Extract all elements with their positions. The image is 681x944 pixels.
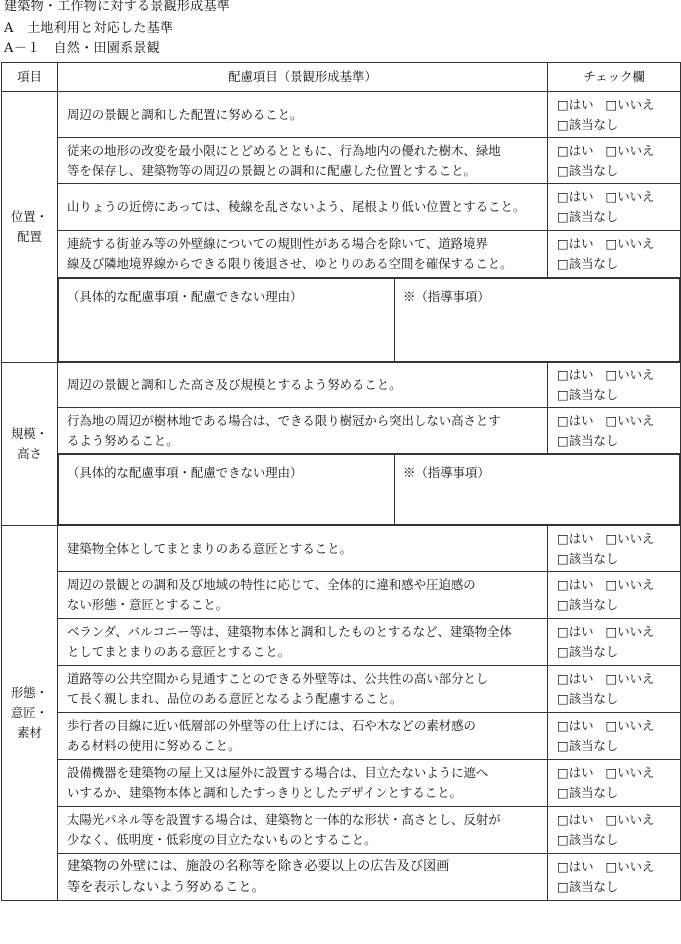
- criteria-item: [58, 619, 548, 666]
- guidance-memo-field[interactable]: [395, 455, 680, 525]
- not-applicable-checkbox[interactable]: □該当なし: [557, 256, 619, 271]
- yes-checkbox[interactable]: □はい: [557, 530, 594, 546]
- section-heading: A 土地利用と対応した基準: [4, 21, 174, 36]
- criteria-text: いするか、建築物本体と調和したすっきりとしたデザインとすること。: [67, 785, 462, 800]
- not-applicable-checkbox[interactable]: □該当なし: [557, 644, 619, 659]
- criteria-text: 等を表示しないよう努めること。: [67, 880, 265, 895]
- criteria-text: 等を保存し、建築物等の周辺の景観との調和に配慮した位置とすること。: [67, 162, 476, 178]
- table-row: [2, 760, 681, 807]
- check-cell: [548, 138, 681, 184]
- criteria-item: [58, 807, 548, 854]
- criteria-item: [58, 184, 548, 231]
- not-applicable-checkbox[interactable]: □該当なし: [557, 785, 619, 800]
- header-check: チェック欄: [548, 63, 681, 92]
- guidance-memo-field[interactable]: [395, 279, 680, 362]
- criteria-text: としてまとまりのある意匠とすること。: [67, 644, 291, 659]
- landscape-criteria-table: [1, 62, 681, 901]
- guidance-memo-label: ※（指導事項）: [403, 465, 490, 480]
- yes-checkbox[interactable]: □はい: [557, 859, 594, 874]
- check-cell: [548, 666, 681, 713]
- category-cell: [2, 526, 58, 901]
- no-checkbox[interactable]: □いいえ: [605, 859, 655, 874]
- yes-checkbox[interactable]: □はい: [557, 142, 594, 158]
- check-cell: [548, 408, 681, 454]
- no-checkbox[interactable]: □いいえ: [605, 367, 655, 382]
- not-applicable-checkbox[interactable]: □該当なし: [557, 597, 619, 612]
- category-label: 高さ: [17, 446, 42, 461]
- document-title: 建築物・工作物に対する景観形成基準: [4, 0, 231, 14]
- table-row: [2, 526, 681, 572]
- yes-checkbox[interactable]: □はい: [557, 367, 594, 382]
- category-label: 形態・: [10, 685, 49, 700]
- header-category: 項目: [2, 63, 58, 92]
- category-label: 規模・: [10, 426, 49, 441]
- memo-row: [2, 278, 681, 363]
- no-checkbox[interactable]: □いいえ: [605, 189, 655, 204]
- table-row: [2, 619, 681, 666]
- table-row: [2, 138, 681, 184]
- criteria-text: 設備機器を建築物の屋上又は屋外に設置する場合は、目立たないように遮へ: [67, 765, 489, 780]
- no-checkbox[interactable]: □いいえ: [605, 530, 655, 546]
- no-checkbox[interactable]: □いいえ: [605, 142, 655, 158]
- criteria-text: 太陽光パネル等を設置する場合は、建築物と一体的な形状・高さとし、反射が: [67, 812, 501, 827]
- yes-checkbox[interactable]: □はい: [557, 96, 594, 112]
- criteria-item: [58, 526, 548, 572]
- category-cell: [2, 363, 58, 526]
- table-row: [2, 666, 681, 713]
- criteria-text: て長く親しまれ、品位のある意匠となるよう配慮すること。: [67, 691, 403, 706]
- criteria-text: ある材料の使用に努めること。: [67, 738, 241, 753]
- criteria-text: 歩行者の目線に近い低層部の外壁等の仕上げには、石や木などの素材感の: [67, 718, 476, 733]
- criteria-text: 周辺の景観との調和及び地域の特性に応じて、全体的に違和感や圧迫感の: [67, 577, 476, 592]
- header-item: 配慮項目（景観形成基準）: [58, 63, 548, 92]
- reason-memo-label: （具体的な配慮事項・配慮できない理由）: [67, 465, 303, 480]
- yes-checkbox[interactable]: □はい: [557, 671, 594, 686]
- criteria-item: [58, 363, 548, 408]
- check-cell: [548, 184, 681, 231]
- no-checkbox[interactable]: □いいえ: [605, 765, 655, 780]
- table-row: [2, 572, 681, 619]
- yes-checkbox[interactable]: □はい: [557, 718, 594, 733]
- criteria-item: [58, 138, 548, 184]
- category-label: 位置・: [10, 209, 49, 224]
- yes-checkbox[interactable]: □はい: [557, 765, 594, 780]
- check-cell: [548, 760, 681, 807]
- check-cell: [548, 713, 681, 760]
- yes-checkbox[interactable]: □はい: [557, 189, 594, 204]
- table-row: [2, 713, 681, 760]
- criteria-text: 従来の地形の改変を最小限にとどめるとともに、行為地内の優れた樹木、緑地: [67, 142, 501, 158]
- check-cell: [548, 526, 681, 572]
- reason-memo-field[interactable]: [59, 455, 395, 525]
- guidance-memo-label: ※（指導事項）: [403, 289, 490, 304]
- yes-checkbox[interactable]: □はい: [557, 812, 594, 827]
- check-cell: [548, 231, 681, 278]
- criteria-item: [58, 572, 548, 619]
- header-row: [2, 63, 681, 92]
- criteria-item: [58, 760, 548, 807]
- criteria-text: 連続する街並み等の外壁線についての規則性がある場合を除いて、道路境界: [67, 236, 488, 251]
- check-cell: [548, 619, 681, 666]
- reason-memo-field[interactable]: [59, 279, 395, 362]
- criteria-item: [58, 854, 548, 901]
- no-checkbox[interactable]: □いいえ: [605, 812, 655, 827]
- criteria-item: [58, 713, 548, 760]
- criteria-text: 山りょうの近傍にあっては、稜線を乱さないよう、尾根より低い位置とすること。: [67, 199, 526, 214]
- reason-memo-label: （具体的な配慮事項・配慮できない理由）: [67, 289, 303, 304]
- criteria-text: 少なく、低明度・低彩度の目立たないものとすること。: [67, 832, 377, 847]
- not-applicable-checkbox[interactable]: □該当なし: [557, 432, 619, 448]
- no-checkbox[interactable]: □いいえ: [605, 624, 655, 639]
- check-cell: [548, 572, 681, 619]
- criteria-text: ない形態・意匠とすること。: [67, 597, 229, 612]
- criteria-text: 建築物全体としてまとまりのある意匠とすること。: [67, 540, 352, 556]
- category-label: 配置: [17, 229, 42, 244]
- criteria-item: [58, 408, 548, 454]
- subsection-heading: A－１ 自然・田園系景観: [4, 41, 160, 56]
- no-checkbox[interactable]: □いいえ: [605, 412, 655, 428]
- criteria-text: 周辺の景観と調和した高さ及び規模とするよう努めること。: [67, 377, 402, 392]
- table-row: [2, 184, 681, 231]
- table-row: [2, 408, 681, 454]
- criteria-text: るよう努めること。: [67, 432, 179, 448]
- not-applicable-checkbox[interactable]: □該当なし: [557, 116, 619, 132]
- no-checkbox[interactable]: □いいえ: [605, 577, 655, 592]
- category-cell: [2, 92, 58, 363]
- no-checkbox[interactable]: □いいえ: [605, 96, 655, 112]
- not-applicable-checkbox[interactable]: □該当なし: [557, 738, 619, 753]
- check-cell: [548, 854, 681, 901]
- yes-checkbox[interactable]: □はい: [557, 624, 594, 639]
- criteria-item: [58, 231, 548, 278]
- criteria-text: 建築物の外壁には、施設の名称等を除き必要以上の広告及び図画: [67, 859, 450, 874]
- criteria-text: 周辺の景観と調和した配置に努めること。: [67, 106, 303, 122]
- criteria-item: [58, 92, 548, 138]
- memo-area: [58, 278, 681, 363]
- check-cell: [548, 363, 681, 408]
- memo-row: [2, 454, 681, 526]
- not-applicable-checkbox[interactable]: □該当なし: [557, 387, 619, 402]
- not-applicable-checkbox[interactable]: □該当なし: [557, 879, 619, 894]
- not-applicable-checkbox[interactable]: □該当なし: [557, 832, 619, 847]
- category-label: 意匠・: [10, 705, 49, 720]
- criteria-text: ベランダ、バルコニー等は、建築物本体と調和したものとするなど、建築物全体: [67, 624, 512, 639]
- not-applicable-checkbox[interactable]: □該当なし: [557, 550, 619, 566]
- yes-checkbox[interactable]: □はい: [557, 412, 594, 428]
- not-applicable-checkbox[interactable]: □該当なし: [557, 162, 619, 178]
- not-applicable-checkbox[interactable]: □該当なし: [557, 209, 619, 224]
- table-row: [2, 807, 681, 854]
- yes-checkbox[interactable]: □はい: [557, 236, 594, 251]
- category-label: 素材: [17, 725, 42, 740]
- no-checkbox[interactable]: □いいえ: [605, 671, 655, 686]
- not-applicable-checkbox[interactable]: □該当なし: [557, 691, 619, 706]
- table-row: [2, 92, 681, 138]
- check-cell: [548, 92, 681, 138]
- table-row: [2, 854, 681, 901]
- no-checkbox[interactable]: □いいえ: [605, 236, 655, 251]
- table-row: [2, 231, 681, 278]
- yes-checkbox[interactable]: □はい: [557, 577, 594, 592]
- check-cell: [548, 807, 681, 854]
- memo-area: [58, 454, 681, 526]
- criteria-text: 行為地の周辺が樹林地である場合は、できる限り樹冠から突出しない高さとす: [67, 412, 501, 428]
- criteria-item: [58, 666, 548, 713]
- criteria-text: 線及び隣地境界線からできる限り後退させ、ゆとりのある空間を確保すること。: [67, 256, 513, 271]
- no-checkbox[interactable]: □いいえ: [605, 718, 655, 733]
- criteria-text: 道路等の公共空間から見通すことのできる外壁等は、公共性の高い部分とし: [67, 671, 489, 686]
- table-row: [2, 363, 681, 408]
